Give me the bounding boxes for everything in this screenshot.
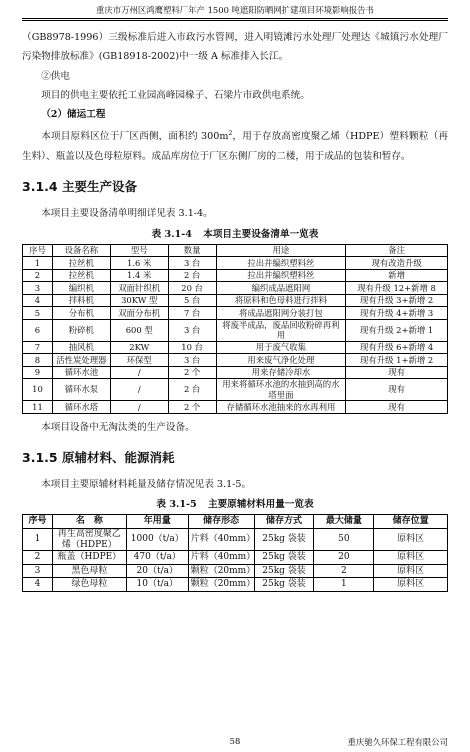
table-cell: 现有升级 3+新增 2 <box>346 294 448 307</box>
table-cell: 片料（40mm） <box>188 529 254 551</box>
table2-caption-no: 表 3.1-5 <box>156 499 197 511</box>
table-cell: / <box>110 379 168 401</box>
table-cell: 拉丝机 <box>52 269 110 282</box>
table-cell: 黑色母粒 <box>52 564 126 578</box>
table-cell: 将原料和色母料进行拌料 <box>216 294 346 307</box>
table-cell: 50 <box>314 529 374 551</box>
table-cell: 拌料机 <box>52 294 110 307</box>
table-cell: 用来将循环水池的水抽到高的水塔里面 <box>216 379 346 401</box>
section-heading-materials: 3.1.5 原辅材料、能源消耗 <box>22 449 175 465</box>
column-header: 序号 <box>23 515 53 529</box>
table1-caption-title: 本项目主要设备清单一览表 <box>203 228 319 240</box>
column-header: 储存方式 <box>254 515 314 529</box>
table-cell: 双面针织机 <box>110 282 168 295</box>
table-row <box>23 257 448 270</box>
table-cell: 片料（40mm） <box>188 551 254 565</box>
table-cell: 2 <box>23 269 53 282</box>
storage-text-a: 本项目原料区位于厂区西侧，面积约 300m <box>41 131 229 143</box>
table-cell: 新增 <box>346 269 448 282</box>
column-header: 最大储量 <box>314 515 374 529</box>
table-cell: 3 台 <box>168 319 216 341</box>
table-cell: 2 <box>23 551 53 565</box>
table-cell: 拉出并编织塑料丝 <box>216 257 346 270</box>
table-cell: 原料区 <box>374 551 448 565</box>
table-row <box>23 354 448 367</box>
table-header-row <box>23 515 448 529</box>
table-cell: 现有升级 12+新增 8 <box>346 282 448 295</box>
table-row <box>23 319 448 341</box>
table-cell: 2 台 <box>168 379 216 401</box>
table-cell: 活性炭处理器 <box>52 354 110 367</box>
materials-table <box>22 514 448 592</box>
column-header: 设备名称 <box>52 244 110 257</box>
table-cell: 编织机 <box>52 282 110 295</box>
page-header: 重庆市万州区鸿鹰塑料厂年产 1500 吨遮阳防晒网扩建项目环境影响报告书 <box>22 4 448 19</box>
table-cell: 4 <box>23 294 53 307</box>
table-cell: 600 型 <box>110 319 168 341</box>
table-row <box>23 282 448 295</box>
table-header-row <box>23 244 448 257</box>
table2-caption <box>22 498 448 512</box>
storage-sup: 2 <box>228 130 233 138</box>
table-body <box>23 257 448 414</box>
table-cell: 存储循环水池抽来的水再利用 <box>216 401 346 414</box>
table-row <box>23 379 448 401</box>
table-cell: 绿色母粒 <box>52 578 126 592</box>
table-cell: / <box>110 401 168 414</box>
table1-caption <box>22 228 448 242</box>
column-header: 数量 <box>168 244 216 257</box>
document-body <box>22 28 448 592</box>
table-cell: 2 台 <box>168 269 216 282</box>
table-cell: 25kg 袋装 <box>254 578 314 592</box>
table-cell: 2 个 <box>168 401 216 414</box>
table-cell: 3 <box>23 282 53 295</box>
table-cell: 现有升级 1+新增 2 <box>346 354 448 367</box>
table-cell: 8 <box>23 354 53 367</box>
subheading-storage: （2）储运工程 <box>41 109 106 121</box>
table-cell: 瓶盖（HDPE） <box>52 551 126 565</box>
table-cell: 7 <box>23 341 53 354</box>
column-header: 储存形态 <box>188 515 254 529</box>
table-cell: 1 <box>314 578 374 592</box>
subheading-power: ②供电 <box>41 70 70 82</box>
table-cell: 分布机 <box>52 307 110 320</box>
paragraph-storage <box>22 124 448 166</box>
table-cell: 2 <box>314 564 374 578</box>
table-row <box>23 269 448 282</box>
table-cell: 颗粒（20mm） <box>188 578 254 592</box>
table-cell: 5 <box>23 307 53 320</box>
table-cell: 原料区 <box>374 578 448 592</box>
table-cell: 现有升级 2+新增 1 <box>346 319 448 341</box>
table-cell: 颗粒（20mm） <box>188 564 254 578</box>
table-cell: 6 <box>23 319 53 341</box>
paragraph-wastewater: （GB8978-1996）三级标准后进入市政污水管网，进入明镜滩污水处理厂处理达《城镇污水处理厂污染物排放标准》(GB18918-2002)中一级 A 标准排入长江。 <box>22 32 448 63</box>
table-cell: 10（t/a） <box>126 578 188 592</box>
table-cell: 现有 <box>346 379 448 401</box>
table-cell: 25kg 袋装 <box>254 551 314 565</box>
paragraph-power: 项目的供电主要依托工业园高峰园椽子、石梁片市政供电系统。 <box>41 89 310 101</box>
table-cell: 9 <box>23 366 53 379</box>
table-cell: 现有升级 4+新增 3 <box>346 307 448 320</box>
table-cell: 1.4 米 <box>110 269 168 282</box>
table-cell: 20 台 <box>168 282 216 295</box>
table-cell: 用来废气净化处理 <box>216 354 346 367</box>
paragraph-no-obsolete: 本项目设备中无淘汰类的生产设备。 <box>41 421 195 433</box>
section-heading-equipment: 3.1.4 主要生产设备 <box>22 179 137 195</box>
table-cell: 30KW 型 <box>110 294 168 307</box>
header-rule <box>22 20 448 21</box>
table-cell: 双面分布机 <box>110 307 168 320</box>
table-cell: 25kg 袋装 <box>254 564 314 578</box>
table-cell: 环保型 <box>110 354 168 367</box>
table-cell: 用于废气收集 <box>216 341 346 354</box>
table-cell: 循环水池 <box>52 366 110 379</box>
table-cell: 现有改造升级 <box>346 257 448 270</box>
table-cell: 10 <box>23 379 53 401</box>
column-header: 序号 <box>23 244 53 257</box>
column-header: 年用量 <box>126 515 188 529</box>
column-header: 储存位置 <box>374 515 448 529</box>
table-cell: 拉丝机 <box>52 257 110 270</box>
table-cell: 11 <box>23 401 53 414</box>
table-cell: 25kg 袋装 <box>254 529 314 551</box>
table-cell: 粉碎机 <box>52 319 110 341</box>
column-header: 名 称 <box>52 515 126 529</box>
table-cell: 原料区 <box>374 529 448 551</box>
table-cell: 2KW <box>110 341 168 354</box>
table-row <box>23 564 448 578</box>
table-cell: 1 <box>23 257 53 270</box>
column-header: 用途 <box>216 244 346 257</box>
table-cell: 将废半成品，废品回收粉碎再利用 <box>216 319 346 341</box>
table-cell: 1000（t/a） <box>126 529 188 551</box>
table-cell: 3 台 <box>168 354 216 367</box>
column-header: 备注 <box>346 244 448 257</box>
table-cell: 抽风机 <box>52 341 110 354</box>
table-cell: 编织成品遮阳网 <box>216 282 346 295</box>
table-cell: 循环水塔 <box>52 401 110 414</box>
table-cell: 用来存储冷却水 <box>216 366 346 379</box>
table-row <box>23 529 448 551</box>
table-cell: 拉出并编织塑料丝 <box>216 269 346 282</box>
table-cell: 将成品遮阳网分装打包 <box>216 307 346 320</box>
table-row <box>23 551 448 565</box>
table-cell: 再生高密度聚乙烯（HDPE） <box>52 529 126 551</box>
table-cell: 1 <box>23 529 53 551</box>
table-row <box>23 307 448 320</box>
table-row <box>23 401 448 414</box>
table-cell: / <box>110 366 168 379</box>
table-cell: 3 <box>23 564 53 578</box>
table-cell: 原料区 <box>374 564 448 578</box>
table-cell: 5 台 <box>168 294 216 307</box>
table-row <box>23 294 448 307</box>
paragraph-materials-ref: 本项目主要原辅材料耗量及储存情况见表 3.1-5。 <box>41 478 252 490</box>
paragraph-equipment-ref: 本项目主要设备清单明细详见表 3.1-4。 <box>41 208 213 220</box>
storage-text-b: ，用于存放高密度聚乙烯（HDPE）塑料颗粒（再生料）、瓶盖以及色母粒原料。成品库房位于厂区东侧厂房的二楼，用于成品的包装和暂存。 <box>22 131 448 162</box>
table-cell: 20（t/a） <box>126 564 188 578</box>
page-number: 58 <box>229 736 241 746</box>
table-cell: 1.6 米 <box>110 257 168 270</box>
table-cell: 20 <box>314 551 374 565</box>
table2-caption-title: 主要原辅材料用量一览表 <box>208 499 314 511</box>
table-cell: 现有升级 6+新增 4 <box>346 341 448 354</box>
table-cell: 4 <box>23 578 53 592</box>
table-cell: 7 台 <box>168 307 216 320</box>
table1-caption-no: 表 3.1-4 <box>151 228 192 240</box>
table-row <box>23 366 448 379</box>
table-body <box>23 529 448 592</box>
table-cell: 10 台 <box>168 341 216 354</box>
company-name: 重庆驰久环保工程有限公司 <box>347 737 448 747</box>
table-cell: 现有 <box>346 401 448 414</box>
equipment-table <box>22 244 448 414</box>
table-cell: 470（t/a） <box>126 551 188 565</box>
column-header: 型号 <box>110 244 168 257</box>
table-cell: 3 台 <box>168 257 216 270</box>
table-row <box>23 341 448 354</box>
table-cell: 2 个 <box>168 366 216 379</box>
table-cell: 循环水泵 <box>52 379 110 401</box>
table-cell: 现有 <box>346 366 448 379</box>
table-row <box>23 578 448 592</box>
